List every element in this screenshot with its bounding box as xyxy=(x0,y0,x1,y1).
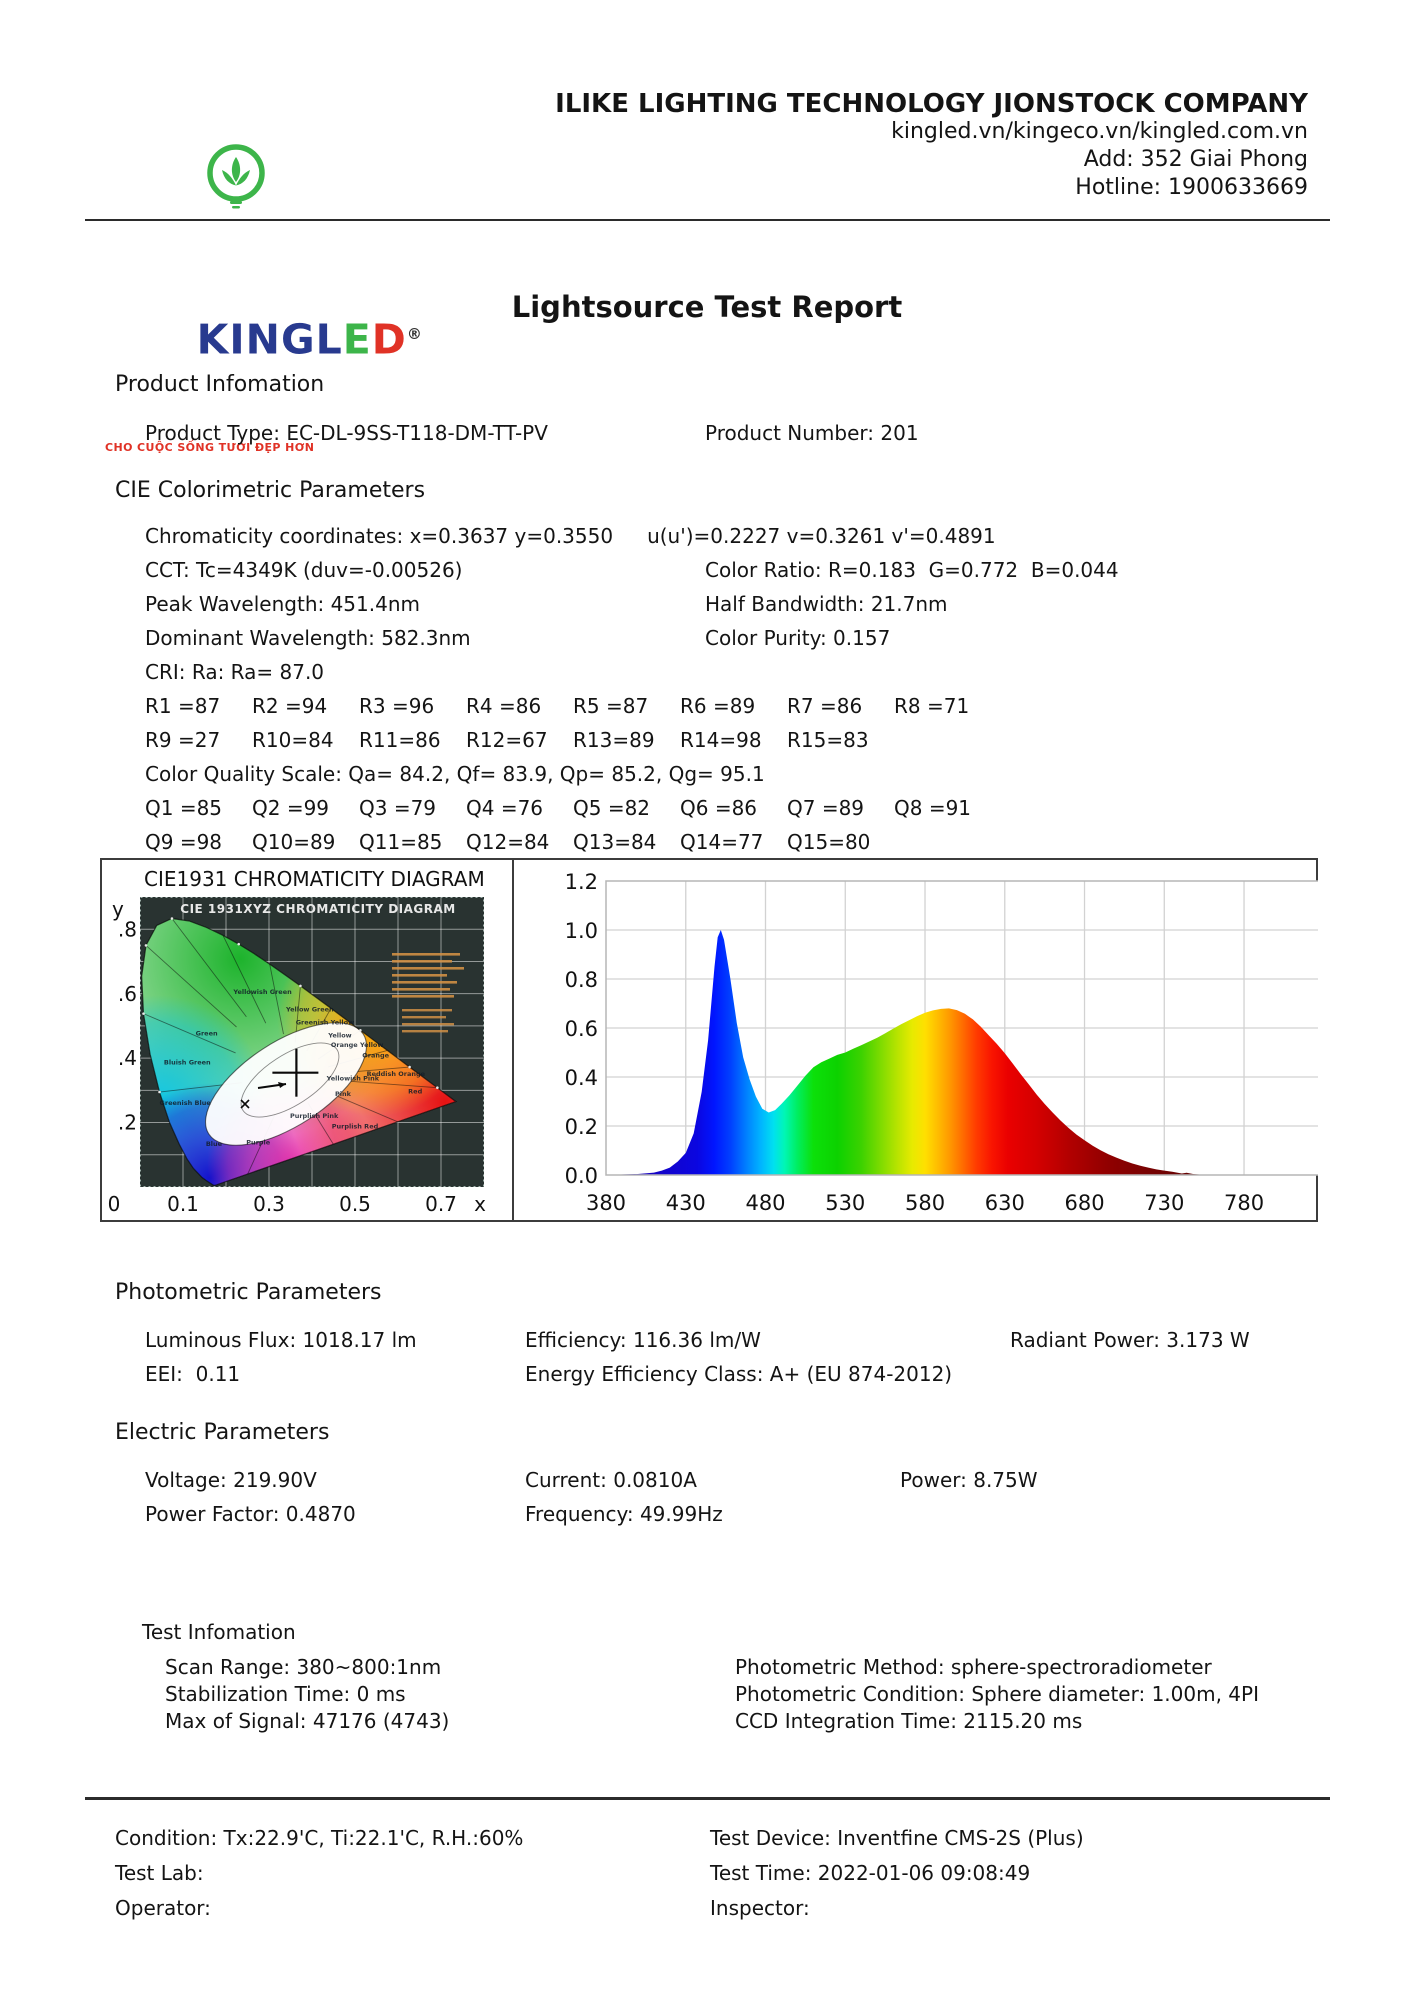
cie1931-chromaticity-chart xyxy=(102,860,512,1220)
svg-text:Yellowish Green: Yellowish Green xyxy=(233,987,292,996)
peak-wavelength-value: Peak Wavelength: 451.4nm xyxy=(145,592,420,616)
svg-text:.2: .2 xyxy=(117,1110,137,1135)
svg-text:Reddish Orange: Reddish Orange xyxy=(366,1069,426,1078)
svg-text:0.7: 0.7 xyxy=(425,1192,457,1216)
r-value: R6 =89 xyxy=(680,694,756,718)
svg-text:0.6: 0.6 xyxy=(564,1017,598,1041)
energy-class-value: Energy Efficiency Class: A+ (EU 874-2012) xyxy=(525,1362,953,1386)
q-value: Q13=84 xyxy=(573,830,657,854)
svg-text:780: 780 xyxy=(1223,1191,1265,1215)
svg-text:Purplish Pink: Purplish Pink xyxy=(289,1111,339,1120)
svg-text:Greenish Yellow: Greenish Yellow xyxy=(295,1018,355,1027)
svg-text:Blue: Blue xyxy=(205,1139,223,1148)
company-hotline: Hotline: 1900633669 xyxy=(1075,175,1308,200)
inspector-label: Inspector: xyxy=(710,1896,810,1920)
electric-section-heading: Electric Parameters xyxy=(115,1420,330,1445)
r-value: R12=67 xyxy=(466,728,548,752)
max-signal-value: Max of Signal: 47176 (4743) xyxy=(165,1709,450,1733)
half-bandwidth-value: Half Bandwidth: 21.7nm xyxy=(705,592,948,616)
ccd-integration-value: CCD Integration Time: 2115.20 ms xyxy=(735,1709,1083,1733)
operator-label: Operator: xyxy=(115,1896,211,1920)
company-header xyxy=(555,90,1308,202)
r-value: R14=98 xyxy=(680,728,762,752)
svg-text:0.5: 0.5 xyxy=(339,1192,371,1216)
r-value: R1 =87 xyxy=(145,694,221,718)
r-value: R13=89 xyxy=(573,728,655,752)
color-ratio-value: Color Ratio: R=0.183 G=0.772 B=0.044 xyxy=(705,558,1119,582)
r-value: R10=84 xyxy=(252,728,334,752)
photometric-condition-value: Photometric Condition: Sphere diameter: 1.00m, 4PI xyxy=(735,1682,1259,1706)
r-value: R5 =87 xyxy=(573,694,649,718)
r-value: R4 =86 xyxy=(466,694,542,718)
q-value: Q12=84 xyxy=(466,830,550,854)
q-value: Q14=77 xyxy=(680,830,764,854)
q-value: Q3 =79 xyxy=(359,796,437,820)
q-value: Q7 =89 xyxy=(787,796,865,820)
eei-value: EEI: 0.11 xyxy=(145,1362,241,1386)
power-value: Power: 8.75W xyxy=(900,1468,1038,1492)
svg-text:y: y xyxy=(112,897,124,921)
scan-range-value: Scan Range: 380~800:1nm xyxy=(165,1655,442,1679)
charts-panel xyxy=(100,858,1318,1222)
radiant-power-value: Radiant Power: 3.173 W xyxy=(1010,1328,1250,1352)
company-address: Add: 352 Giai Phong xyxy=(1083,147,1308,172)
dominant-wavelength-value: Dominant Wavelength: 582.3nm xyxy=(145,626,471,650)
r-value: R7 =86 xyxy=(787,694,863,718)
svg-text:0.8: 0.8 xyxy=(564,968,598,992)
product-number: Product Number: 201 xyxy=(705,421,919,445)
svg-text:.8: .8 xyxy=(117,917,137,942)
current-value: Current: 0.0810A xyxy=(525,1468,697,1492)
svg-text:Pink: Pink xyxy=(334,1090,351,1099)
svg-text:430: 430 xyxy=(665,1191,706,1215)
q-value: Q5 =82 xyxy=(573,796,651,820)
stabilization-time-value: Stabilization Time: 0 ms xyxy=(165,1682,406,1706)
q-value: Q1 =85 xyxy=(145,796,223,820)
page-title: Lightsource Test Report xyxy=(511,290,903,324)
r-value: R3 =96 xyxy=(359,694,435,718)
svg-text:Purplish Red: Purplish Red xyxy=(331,1122,379,1131)
svg-text:Red: Red xyxy=(408,1087,423,1096)
cqs-q-values-row2 xyxy=(145,830,894,854)
svg-text:.4: .4 xyxy=(117,1046,137,1071)
chromaticity-uv: u(u')=0.2227 v=0.3261 v'=0.4891 xyxy=(647,524,996,548)
cct-value: CCT: Tc=4349K (duv=-0.00526) xyxy=(145,558,463,582)
company-website: kingled.vn/kingeco.vn/kingled.com.vn xyxy=(891,119,1308,144)
r-value: R2 =94 xyxy=(252,694,328,718)
svg-text:Purple: Purple xyxy=(246,1138,271,1147)
svg-text:Yellow: Yellow xyxy=(328,1031,352,1040)
svg-text:Bluish Green: Bluish Green xyxy=(163,1058,211,1067)
company-name: ILIKE LIGHTING TECHNOLOGY JIONSTOCK COMPANY xyxy=(555,89,1308,119)
svg-text:CIE 1931XYZ CHROMATICITY DIAGR: CIE 1931XYZ CHROMATICITY DIAGRAM xyxy=(180,902,456,916)
q-value: Q15=80 xyxy=(787,830,871,854)
product-section-heading: Product Infomation xyxy=(115,372,325,397)
q-value: Q8 =91 xyxy=(894,796,972,820)
svg-text:530: 530 xyxy=(825,1191,866,1215)
svg-text:0: 0 xyxy=(107,1192,121,1216)
cri-value: CRI: Ra: Ra= 87.0 xyxy=(145,660,325,684)
svg-text:630: 630 xyxy=(984,1191,1025,1215)
header-rule xyxy=(85,219,1330,221)
svg-text:680: 680 xyxy=(1064,1191,1105,1215)
svg-text:x: x xyxy=(474,1192,486,1216)
svg-text:Orange Yellow: Orange Yellow xyxy=(330,1040,384,1049)
frequency-value: Frequency: 49.99Hz xyxy=(525,1502,723,1526)
brand-tagline: CHO CUỘC SỐNG TƯƠI ĐẸP HƠN xyxy=(105,440,315,454)
test-info-heading: Test Infomation xyxy=(142,1620,296,1644)
test-time-value: Test Time: 2022-01-06 09:08:49 xyxy=(710,1861,1031,1885)
efficiency-value: Efficiency: 116.36 lm/W xyxy=(525,1328,761,1352)
footer-rule xyxy=(85,1797,1330,1800)
svg-text:0.1: 0.1 xyxy=(167,1192,199,1216)
photometric-method-value: Photometric Method: sphere-spectroradiometer xyxy=(735,1655,1212,1679)
color-quality-scale: Color Quality Scale: Qa= 84.2, Qf= 83.9, Qp= 85.2, Qg= 95.1 xyxy=(145,762,765,786)
registered-mark: ® xyxy=(406,325,423,343)
svg-text:0.0: 0.0 xyxy=(564,1164,598,1188)
brand-e: E xyxy=(342,315,372,364)
svg-text:1.2: 1.2 xyxy=(564,870,598,894)
brand-d: D xyxy=(371,315,407,364)
svg-text:380: 380 xyxy=(585,1191,627,1215)
r-value: R9 =27 xyxy=(145,728,221,752)
svg-text:Orange: Orange xyxy=(362,1051,390,1060)
q-value: Q6 =86 xyxy=(680,796,758,820)
spectral-distribution-chart xyxy=(514,860,1318,1220)
chromaticity-xy: Chromaticity coordinates: x=0.3637 y=0.3550 xyxy=(145,524,614,548)
svg-text:.6: .6 xyxy=(117,981,137,1006)
svg-text:0.2: 0.2 xyxy=(564,1115,598,1139)
cie-section-heading: CIE Colorimetric Parameters xyxy=(115,478,426,503)
color-purity-value: Color Purity: 0.157 xyxy=(705,626,891,650)
q-value: Q9 =98 xyxy=(145,830,223,854)
svg-text:0.3: 0.3 xyxy=(253,1192,285,1216)
r-value: R11=86 xyxy=(359,728,441,752)
test-lab-label: Test Lab: xyxy=(115,1861,204,1885)
q-value: Q11=85 xyxy=(359,830,443,854)
cqs-q-values-row1 xyxy=(145,796,1001,820)
condition-value: Condition: Tx:22.9'C, Ti:22.1'C, R.H.:60% xyxy=(115,1826,524,1850)
svg-text:Greenish Blue: Greenish Blue xyxy=(159,1098,211,1107)
svg-text:Yellowish Pink: Yellowish Pink xyxy=(326,1074,380,1083)
power-factor-value: Power Factor: 0.4870 xyxy=(145,1502,356,1526)
chromaticity-coordinates xyxy=(145,524,996,548)
svg-text:580: 580 xyxy=(904,1191,946,1215)
cri-r-values-row2 xyxy=(145,728,894,752)
cri-r-values-row1 xyxy=(145,694,1001,718)
voltage-value: Voltage: 219.90V xyxy=(145,1468,317,1492)
photometric-section-heading: Photometric Parameters xyxy=(115,1280,382,1305)
q-value: Q10=89 xyxy=(252,830,336,854)
test-device-value: Test Device: Inventfine CMS-2S (Plus) xyxy=(710,1826,1084,1850)
q-value: Q4 =76 xyxy=(466,796,544,820)
luminous-flux-value: Luminous Flux: 1018.17 lm xyxy=(145,1328,417,1352)
q-value: Q2 =99 xyxy=(252,796,330,820)
svg-text:CIE1931 CHROMATICITY DIAGRAM: CIE1931 CHROMATICITY DIAGRAM xyxy=(144,867,485,891)
svg-text:730: 730 xyxy=(1144,1191,1185,1215)
svg-text:Yellow Green: Yellow Green xyxy=(285,1005,334,1014)
svg-text:1.0: 1.0 xyxy=(564,919,598,943)
r-value: R8 =71 xyxy=(894,694,970,718)
svg-text:480: 480 xyxy=(745,1191,786,1215)
svg-text:0.4: 0.4 xyxy=(564,1066,598,1090)
r-value: R15=83 xyxy=(787,728,869,752)
brand-kingl: KINGL xyxy=(196,315,343,364)
product-type: Product Type: EC-DL-9SS-T118-DM-TT-PV xyxy=(145,421,548,445)
svg-text:Green: Green xyxy=(195,1029,218,1038)
